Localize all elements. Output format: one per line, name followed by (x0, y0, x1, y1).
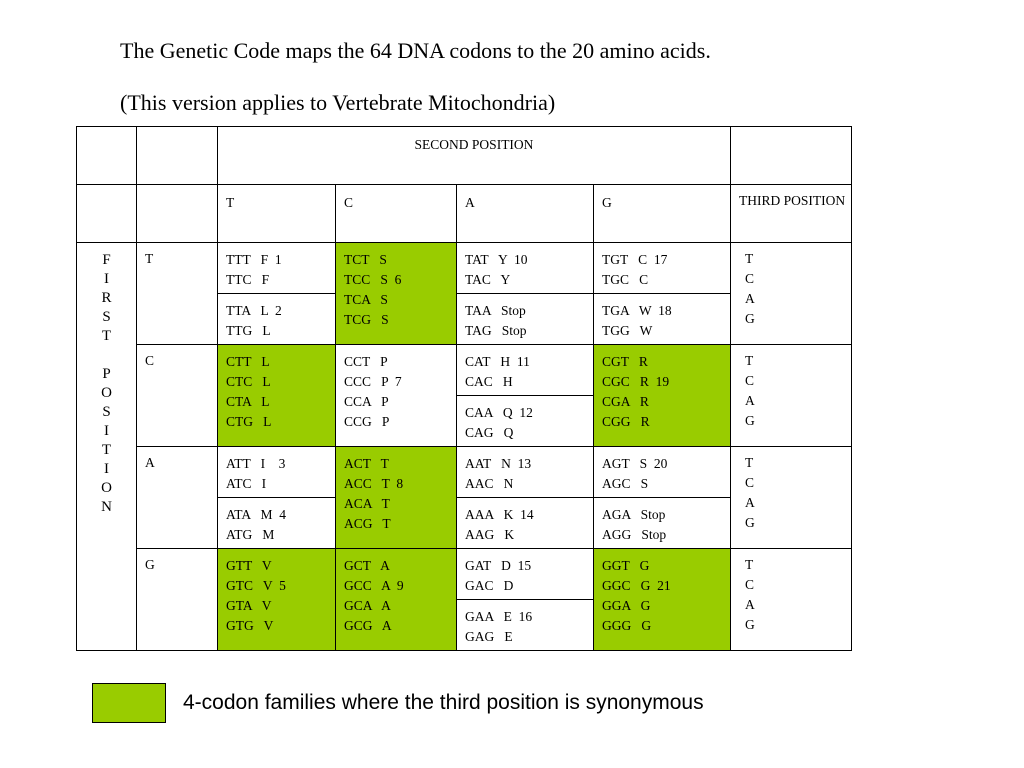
codon-block: CCT P CCC P 7 CCA P CCG P (336, 345, 457, 447)
third-base-letter: G (745, 515, 755, 530)
column-header: G (594, 185, 731, 243)
third-base-letter: G (745, 413, 755, 428)
first-position-letter: S (102, 309, 111, 325)
codon-pair: TTA L 2 TTG L (218, 294, 336, 345)
third-base-letter: T (745, 557, 754, 572)
codon-block: ACT T ACC T 8 ACA T ACG T (336, 447, 457, 549)
corner-cell (137, 185, 218, 243)
legend-text: 4-codon families where the third position is synonymous (183, 691, 704, 714)
third-base-letter: T (745, 455, 754, 470)
legend-swatch (92, 683, 166, 723)
first-position-letter: N (101, 499, 112, 515)
column-header: A (457, 185, 594, 243)
first-position-letter: T (101, 328, 112, 344)
third-base-letter: G (745, 311, 755, 326)
first-position-letter (77, 346, 136, 365)
codon-block: GCT A GCC A 9 GCA A GCG A (336, 549, 457, 651)
third-position-header: THIRD POSITION (731, 185, 852, 243)
third-base-letter: C (745, 373, 755, 388)
title-line-1: The Genetic Code maps the 64 DNA codons to the 20 amino acids. (120, 38, 711, 63)
corner-cell (731, 127, 852, 185)
first-position-letter: I (104, 461, 109, 477)
codon-block: CTT L CTC L CTA L CTG L (218, 345, 336, 447)
first-base-c: C (137, 345, 218, 447)
codon-pair: CAA Q 12 CAG Q (457, 396, 594, 447)
codon-block: TCT S TCC S 6 TCA S TCG S (336, 243, 457, 345)
codon-pair: TAA Stop TAG Stop (457, 294, 594, 345)
first-base-a: A (137, 447, 218, 549)
codon-pair: ATA M 4 ATG M (218, 498, 336, 549)
third-base-letter: C (745, 577, 755, 592)
third-base-letter: A (745, 393, 755, 408)
codon-pair: TGT C 17 TGC C (594, 243, 731, 294)
third-position-bases (731, 345, 852, 447)
first-base-g: G (137, 549, 218, 651)
first-position-letter: I (104, 271, 109, 287)
codon-pair: AAT N 13 AAC N (457, 447, 594, 498)
third-base-letter: A (745, 495, 755, 510)
codon-pair: GAA E 16 GAG E (457, 600, 594, 651)
codon-pair: TAT Y 10 TAC Y (457, 243, 594, 294)
third-base-letter: T (745, 353, 754, 368)
column-header: C (336, 185, 457, 243)
third-base-letter: T (745, 251, 754, 266)
first-position-letter: R (101, 290, 112, 306)
column-header: T (218, 185, 336, 243)
third-position-bases (731, 447, 852, 549)
codon-block: GTT V GTC V 5 GTA V GTG V (218, 549, 336, 651)
first-position-letter: S (102, 404, 111, 420)
second-position-label: SECOND POSITION (414, 137, 534, 152)
genetic-code-table (76, 126, 852, 651)
title-line-2: (This version applies to Vertebrate Mitochondria) (120, 90, 556, 115)
third-base-letter: A (745, 291, 755, 306)
first-position-letter: O (101, 385, 112, 401)
codon-pair: AAA K 14 AAG K (457, 498, 594, 549)
first-position-letter: P (102, 366, 111, 382)
codon-pair: CAT H 11 CAC H (457, 345, 594, 396)
codon-pair: TTT F 1 TTC F (218, 243, 336, 294)
codon-pair: TGA W 18 TGG W (594, 294, 731, 345)
codon-pair: AGT S 20 AGC S (594, 447, 731, 498)
first-position-letter: F (102, 252, 111, 268)
first-base-t: T (137, 243, 218, 345)
second-position-header (218, 127, 731, 185)
third-base-letter: C (745, 271, 755, 286)
third-position-bases (731, 549, 852, 651)
codon-block: CGT R CGC R 19 CGA R CGG R (594, 345, 731, 447)
first-position-letter: O (101, 480, 112, 496)
first-position-label (77, 243, 137, 651)
third-base-letter: G (745, 617, 755, 632)
codon-pair: AGA Stop AGG Stop (594, 498, 731, 549)
corner-cell (137, 127, 218, 185)
third-base-letter: A (745, 597, 755, 612)
codon-block: GGT G GGC G 21 GGA G GGG G (594, 549, 731, 651)
codon-pair: GAT D 15 GAC D (457, 549, 594, 600)
corner-cell (77, 127, 137, 185)
third-position-bases (731, 243, 852, 345)
first-position-letter: I (104, 423, 109, 439)
corner-cell (77, 185, 137, 243)
third-base-letter: C (745, 475, 755, 490)
codon-pair: ATT I 3 ATC I (218, 447, 336, 498)
first-position-letter: T (101, 442, 112, 458)
